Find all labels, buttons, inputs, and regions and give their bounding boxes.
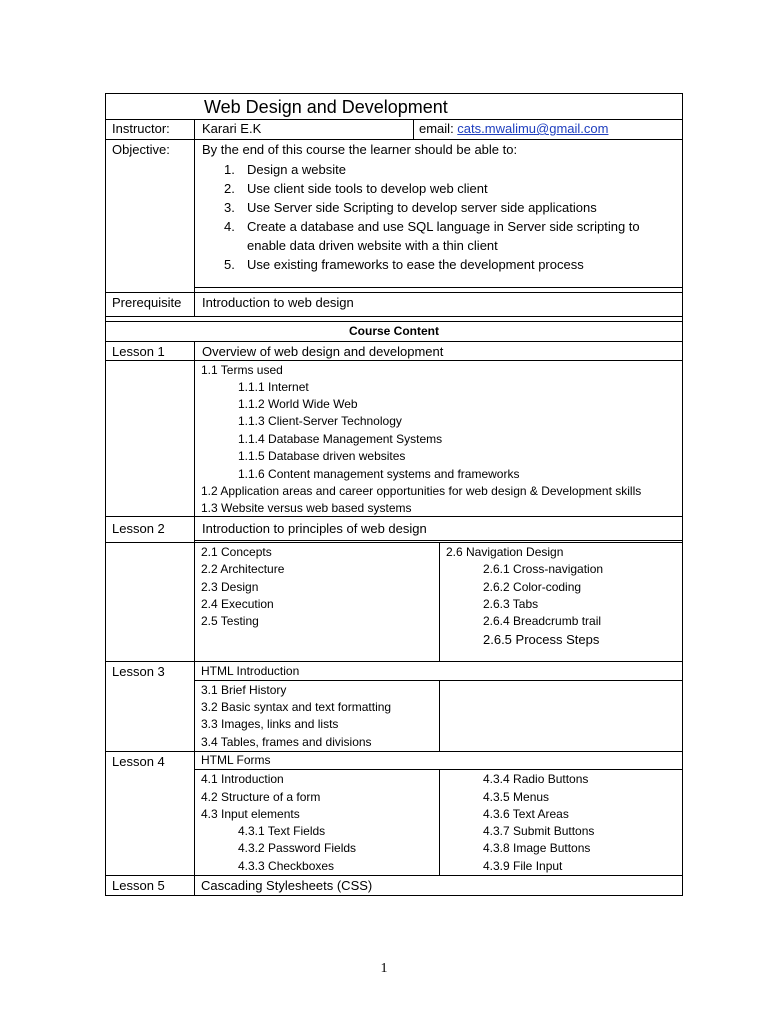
course-title: Web Design and Development <box>204 97 448 117</box>
objective-number: 5. <box>224 257 235 272</box>
topic-item: 4.3.2 Password Fields <box>238 841 357 855</box>
topic-item: 2.2 Architecture <box>201 562 285 576</box>
objective-intro: By the end of this course the learner should be able to: <box>202 142 518 157</box>
email-field <box>419 120 608 138</box>
topic-item: 4.3.6 Text Areas <box>483 807 569 821</box>
topic-item: 4.3.4 Radio Buttons <box>483 772 589 786</box>
instructor-name: Karari E.K <box>202 121 262 136</box>
objective-number: 4. <box>224 219 235 234</box>
lesson-1-title: Overview of web design and development <box>202 344 444 359</box>
email-label: email: <box>419 121 458 136</box>
lesson-2-label: Lesson 2 <box>112 521 165 536</box>
email-link[interactable]: cats.mwalimu@gmail.com <box>457 121 609 136</box>
topic-item: 4.3.7 Submit Buttons <box>483 824 595 838</box>
lesson-4-title: HTML Forms <box>201 753 271 767</box>
topic-item: 2.6 Navigation Design <box>446 545 564 559</box>
topic-item: 1.2 Application areas and career opportunities for web design & Development skills <box>201 484 642 498</box>
topic-item: 2.5 Testing <box>201 614 259 628</box>
topic-item: 4.3.1 Text Fields <box>238 824 326 838</box>
lesson-4-label: Lesson 4 <box>112 754 165 769</box>
objective-number: 2. <box>224 181 235 196</box>
topic-item: 3.1 Brief History <box>201 683 287 697</box>
topic-item: 2.3 Design <box>201 580 259 594</box>
objective-item: Use Server side Scripting to develop server side applications <box>247 200 597 215</box>
objective-item: enable data driven website with a thin client <box>247 238 498 253</box>
topic-item: 2.6.1 Cross-navigation <box>483 562 604 576</box>
topic-item: 1.1 Terms used <box>201 363 283 377</box>
topic-item: 3.4 Tables, frames and divisions <box>201 735 372 749</box>
objective-item: Use existing frameworks to ease the development process <box>247 257 584 272</box>
topic-item: 2.6.3 Tabs <box>483 597 539 611</box>
lesson-2-title: Introduction to principles of web design <box>202 521 427 536</box>
objective-label: Objective: <box>112 142 170 157</box>
topic-item: 1.1.2 World Wide Web <box>238 397 358 411</box>
topic-item: 2.6.2 Color-coding <box>483 580 582 594</box>
prerequisite-label: Prerequisite <box>112 295 182 310</box>
topic-item: 4.3 Input elements <box>201 807 300 821</box>
topic-item: 2.6.5 Process Steps <box>483 632 600 647</box>
objective-item: Design a website <box>247 162 346 177</box>
lesson-5-title: Cascading Stylesheets (CSS) <box>201 878 373 893</box>
topic-item: 4.3.8 Image Buttons <box>483 841 591 855</box>
topic-item: 3.2 Basic syntax and text formatting <box>201 700 392 714</box>
objective-number: 3. <box>224 200 235 215</box>
topic-item: 1.1.1 Internet <box>238 380 309 394</box>
course-content-header: Course Content <box>349 324 439 338</box>
topic-item: 1.1.5 Database driven websites <box>238 449 406 463</box>
page-number: 1 <box>380 961 388 976</box>
topic-item: 4.3.9 File Input <box>483 859 563 873</box>
topic-item: 2.4 Execution <box>201 597 274 611</box>
objective-item: Create a database and use SQL language in Server side scripting to <box>247 219 640 234</box>
topic-item: 3.3 Images, links and lists <box>201 717 339 731</box>
topic-item: 2.1 Concepts <box>201 545 272 559</box>
objective-item: Use client side tools to develop web client <box>247 181 488 196</box>
lesson-5-label: Lesson 5 <box>112 878 165 893</box>
topic-item: 4.2 Structure of a form <box>201 790 321 804</box>
topic-item: 4.3.3 Checkboxes <box>238 859 335 873</box>
topic-item: 4.1 Introduction <box>201 772 284 786</box>
lesson-3-label: Lesson 3 <box>112 664 165 679</box>
topic-item: 1.1.3 Client-Server Technology <box>238 414 402 428</box>
topic-item: 1.1.6 Content management systems and frameworks <box>238 467 520 481</box>
objective-number: 1. <box>224 162 235 177</box>
instructor-label: Instructor: <box>112 121 170 136</box>
topic-item: 2.6.4 Breadcrumb trail <box>483 614 602 628</box>
topic-item: 4.3.5 Menus <box>483 790 550 804</box>
topic-item: 1.1.4 Database Management Systems <box>238 432 443 446</box>
lesson-1-label: Lesson 1 <box>112 344 165 359</box>
prerequisite-value: Introduction to web design <box>202 295 354 310</box>
topic-item: 1.3 Website versus web based systems <box>201 501 412 515</box>
lesson-3-title: HTML Introduction <box>201 664 300 678</box>
